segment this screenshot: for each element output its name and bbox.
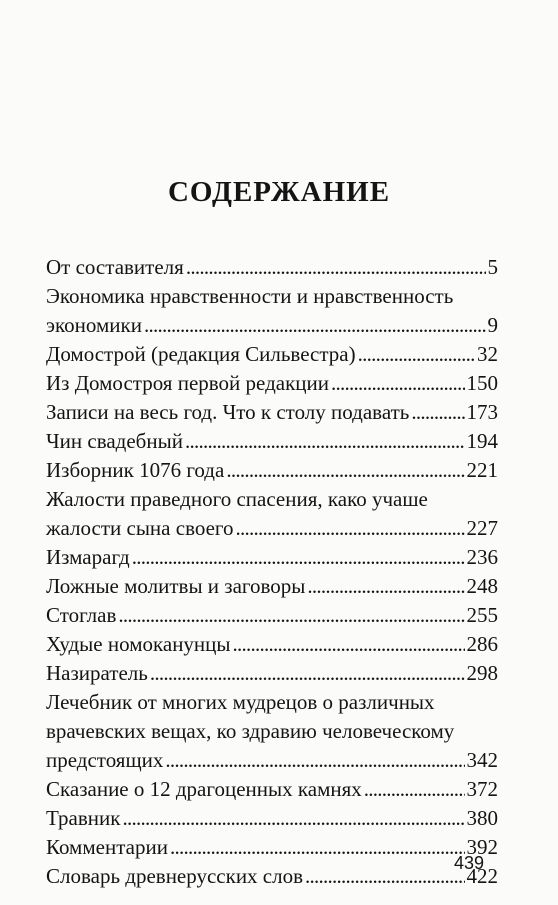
toc-entry: [46, 688, 498, 775]
dot-leader: [411, 398, 464, 427]
toc-entry-title: Ложные молитвы и заговоры: [46, 574, 306, 598]
dot-leader: [185, 427, 465, 456]
toc-entry-page: 5: [487, 255, 498, 279]
toc-entry: [46, 833, 498, 862]
toc-entry-line: [46, 369, 498, 398]
toc-entry: [46, 456, 498, 485]
toc-entry-title: Изборник 1076 года: [46, 458, 225, 482]
toc-entry: [46, 775, 498, 804]
toc-entry-title: Назиратель: [46, 661, 148, 685]
toc-entry-page: 248: [466, 574, 498, 598]
toc-entry: [46, 659, 498, 688]
toc-entry-line: [46, 746, 498, 775]
toc-entry-page: 9: [487, 313, 498, 337]
toc-entry-line: [46, 398, 498, 427]
toc-entry-page: 298: [466, 661, 498, 685]
toc-entry-page: 380: [466, 806, 498, 830]
toc-entry-title: Комментарии: [46, 835, 168, 859]
toc-entry-page: 372: [466, 777, 498, 801]
toc-entry-line: [46, 340, 498, 369]
toc-entry-page: 221: [466, 458, 498, 482]
toc-entry: [46, 572, 498, 601]
toc-entry-title: экономики: [46, 313, 142, 337]
toc-entry-line: [46, 543, 498, 572]
dot-leader: [144, 311, 486, 340]
toc-entry-line: [46, 427, 498, 456]
toc-entry-line: [46, 282, 498, 311]
toc-entry-line: [46, 253, 498, 282]
toc-entry-title: Записи на весь год. Что к столу подавать: [46, 400, 410, 424]
toc-entry-line: [46, 485, 498, 514]
toc-entry-line: [46, 601, 498, 630]
dot-leader: [150, 659, 465, 688]
toc-entry-title: Жалости праведного спасения, како учаше: [46, 487, 428, 511]
toc-entry-line: [46, 775, 498, 804]
dot-leader: [118, 601, 464, 630]
toc-entry-page: 150: [466, 371, 498, 395]
toc-entry: [46, 630, 498, 659]
toc-entry: [46, 601, 498, 630]
toc-entry-page: 342: [466, 748, 498, 772]
dot-leader: [122, 804, 464, 833]
toc-entry-line: [46, 688, 498, 717]
toc-entry-page: 255: [466, 603, 498, 627]
toc-entry-title: жалости сына своего: [46, 516, 234, 540]
toc-entry: [46, 282, 498, 340]
toc-entry-title: Экономика нравственности и нравственность: [46, 284, 454, 308]
dot-leader: [358, 340, 475, 369]
toc-entry-page: 236: [466, 545, 498, 569]
toc-entry-line: [46, 572, 498, 601]
toc-entry-title: Лечебник от многих мудрецов о различных: [46, 690, 435, 714]
toc-entry: [46, 427, 498, 456]
toc-entry-line: [46, 804, 498, 833]
toc-entry-title: предстоящих: [46, 748, 164, 772]
toc-entry-title: Домострой (редакция Сильвестра): [46, 342, 356, 366]
toc-entry-line: [46, 456, 498, 485]
toc-entry-page: 227: [466, 516, 498, 540]
toc-entry: [46, 398, 498, 427]
toc-entry-page: 32: [477, 342, 498, 366]
toc-entry: [46, 543, 498, 572]
toc-entry: [46, 253, 498, 282]
dot-leader: [186, 253, 486, 282]
toc-entry-title: Сказание о 12 драгоценных камнях: [46, 777, 362, 801]
dot-leader: [364, 775, 465, 804]
toc-entry-page: 392: [466, 835, 498, 859]
toc-entry-line: [46, 862, 498, 891]
toc-entry-page: 173: [466, 400, 498, 424]
toc-entry-title: От составителя: [46, 255, 184, 279]
toc-entry-line: [46, 833, 498, 862]
toc-entry-line: [46, 659, 498, 688]
toc-entry-line: [46, 630, 498, 659]
page-number: 439: [453, 853, 484, 873]
dot-leader: [165, 746, 464, 775]
toc-entry-page: 422: [466, 864, 498, 888]
dot-leader: [233, 630, 465, 659]
toc-entry-title: Худые номоканунцы: [46, 632, 231, 656]
toc-entry-title: Словарь древнерусских слов: [46, 864, 304, 888]
dot-leader: [305, 862, 464, 891]
page-title: СОДЕРЖАНИЕ: [167, 176, 391, 208]
toc-entry-line: [46, 311, 498, 340]
toc-entry-line: [46, 717, 498, 746]
toc-entry-title: врачевских вещах, ко здравию человеческому: [46, 719, 455, 743]
toc-entry-title: Травник: [46, 806, 121, 830]
toc-entry-title: Измарагд: [46, 545, 130, 569]
toc-entry: [46, 485, 498, 543]
toc-entry-title: Из Домостроя первой редакции: [46, 371, 329, 395]
toc-entry: [46, 862, 498, 891]
dot-leader: [307, 572, 464, 601]
toc-entry: [46, 340, 498, 369]
table-of-contents: [46, 253, 498, 891]
dot-leader: [132, 543, 465, 572]
dot-leader: [170, 833, 465, 862]
dot-leader: [236, 514, 465, 543]
toc-entry-line: [46, 514, 498, 543]
toc-entry-page: 194: [466, 429, 498, 453]
toc-entry-page: 286: [466, 632, 498, 656]
toc-entry-title: Стоглав: [46, 603, 117, 627]
dot-leader: [331, 369, 465, 398]
toc-entry-title: Чин свадебный: [46, 429, 183, 453]
toc-entry: [46, 804, 498, 833]
dot-leader: [226, 456, 464, 485]
toc-entry: [46, 369, 498, 398]
